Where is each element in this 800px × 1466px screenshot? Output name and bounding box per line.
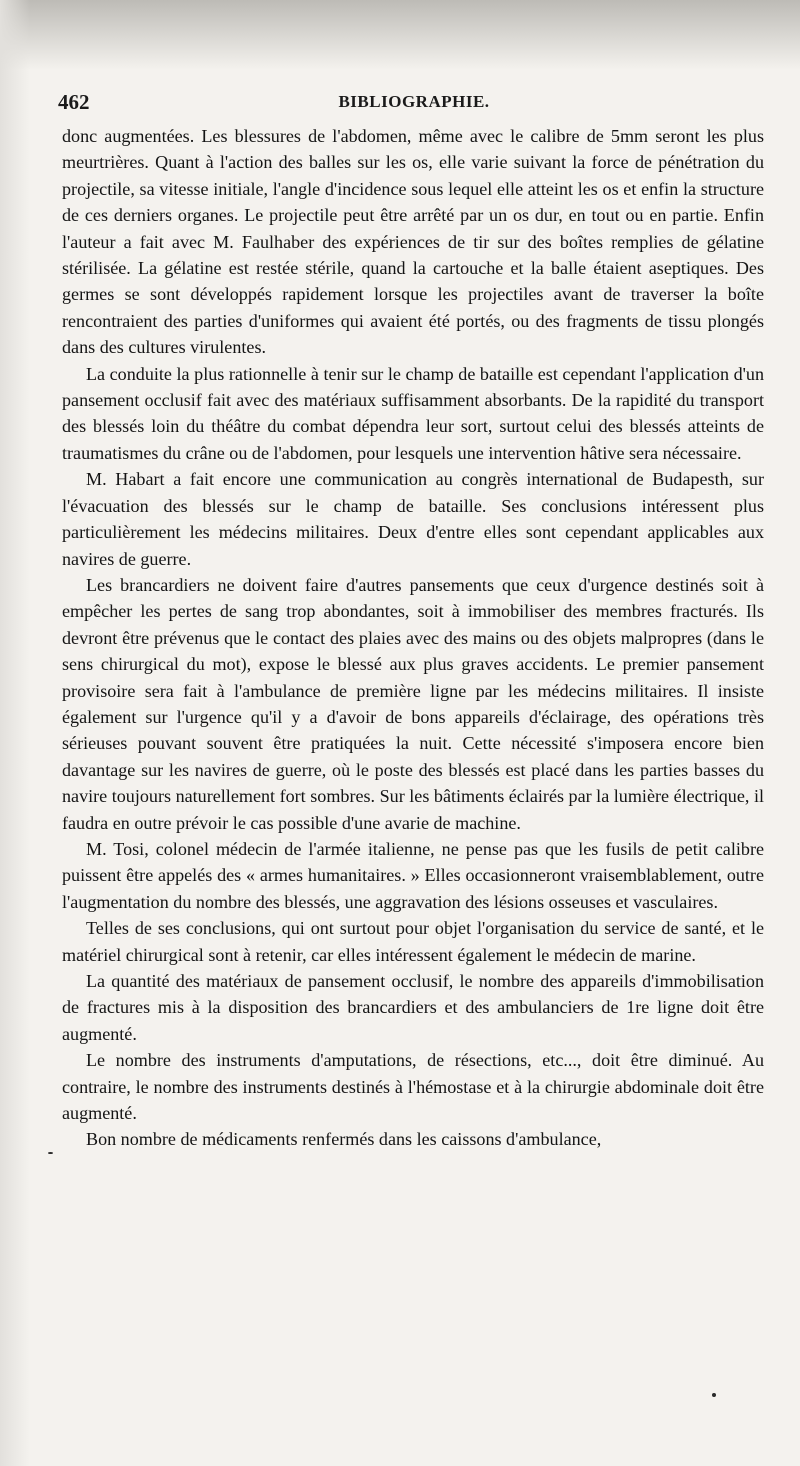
paragraph-3: M. Habart a fait encore une communication au congrès international de Budapesth, sur l'évacuation des blessés sur le champ de bataille. Ses conclusions intéressent plus particulièrement les médecins militaires. Deux d'entre elles sont cependant applicables aux navires de guerre. [62,469,764,569]
page-number: 462 [58,90,90,114]
paragraph-7: La quantité des matériaux de pansement occlusif, le nombre des appareils d'immobilisation de fractures mis à la disposition des brancardiers et des ambulanciers de 1re ligne doit être augmenté. [62,971,764,1044]
ink-speck [48,1152,53,1154]
paragraph-1: donc augmentées. Les blessures de l'abdomen, même avec le calibre de 5mm seront les plus meurtrières. Quant à l'action des balles sur les os, elle varie suivant la force de pénétration du projectile, sa vitesse initiale, l'angle d'incidence sous lequel elle atteint les os et enfin la structure de ces derniers organes. Le projectile peut être arrêté par un os dur, en tout ou en partie. Enfin l'auteur a fait avec M. Faulhaber des expériences de tir sur des boîtes remplies de gélatine stérilisée. La gélatine est restée stérile, quand la cartouche et la balle étaient aseptiques. Des germes se sont développés rapidement lorsque les projectiles avant de traverser la boîte rencontraient des parties d'uniformes qui avaient été portés, ou des fragments de tissu plongés dans des cultures virulentes. [62,126,764,358]
paragraph-9: Bon nombre de médicaments renfermés dans les caissons d'ambulance, [86,1129,602,1150]
paragraph-4: Les brancardiers ne doivent faire d'autres pansements que ceux d'urgence destinés soit à empêcher les pertes de sang trop abondantes, soit à immobiliser des membres fracturés. Ils devront être prévenus que le contact des plaies avec des mains ou des objets malpropres (dans le sens chirurgical du mot), expose le blessé aux plus graves accidents. Le premier pansement provisoire sera fait à l'ambulance de première ligne par les médecins militaires. Il insiste également sur l'urgence qu'il y a d'avoir de bons appareils d'éclairage, des opérations très sérieuses pouvant souvent être pratiquées la nuit. Cette nécessité s'imposera encore bien davantage sur les navires de guerre, où le poste des blessés est placé dans les parties basses du navire toujours naturellement fort sombres. Sur les bâtiments éclairés par la lumière électrique, il faudra en outre prévoir le cas possible d'une avarie de machine. [62,574,764,833]
page-top-shadow [0,0,800,70]
running-title: BIBLIOGRAPHIE. [338,92,490,111]
body-text [62,123,764,1453]
paragraph-6: Telles de ses conclusions, qui ont surtout pour objet l'organisation du service de santé, et le matériel chirurgical sont à retenir, car elles intéressent également le médecin de marine. [62,918,764,965]
ink-speck [712,1393,716,1397]
page-header [58,90,770,114]
page-left-shadow [0,0,30,1466]
paragraph-8: Le nombre des instruments d'amputations, de résections, etc..., doit être diminué. Au contraire, le nombre des instruments destinés à l'hémostase et à la chirurgie abdominale doit être augmenté. [62,1050,764,1124]
paragraph-5: M. Tosi, colonel médecin de l'armée italienne, ne pense pas que les fusils de petit calibre puissent être appelés des « armes humanitaires. » Elles occasionneront vraisemblablement, outre l'augmentation du nombre des blessés, une aggravation des lésions osseuses et vasculaires. [62,838,764,912]
paragraph-2: La conduite la plus rationnelle à tenir sur le champ de bataille est cependant l'application d'un pansement occlusif fait avec des matériaux suffisamment absorbants. De la rapidité du transport des blessés loin du théâtre du combat dépendra leur sort, surtout celui des blessés atteints de traumatismes du crâne ou de l'abdomen, pour lesquels une intervention hâtive sera nécessaire. [62,363,764,463]
